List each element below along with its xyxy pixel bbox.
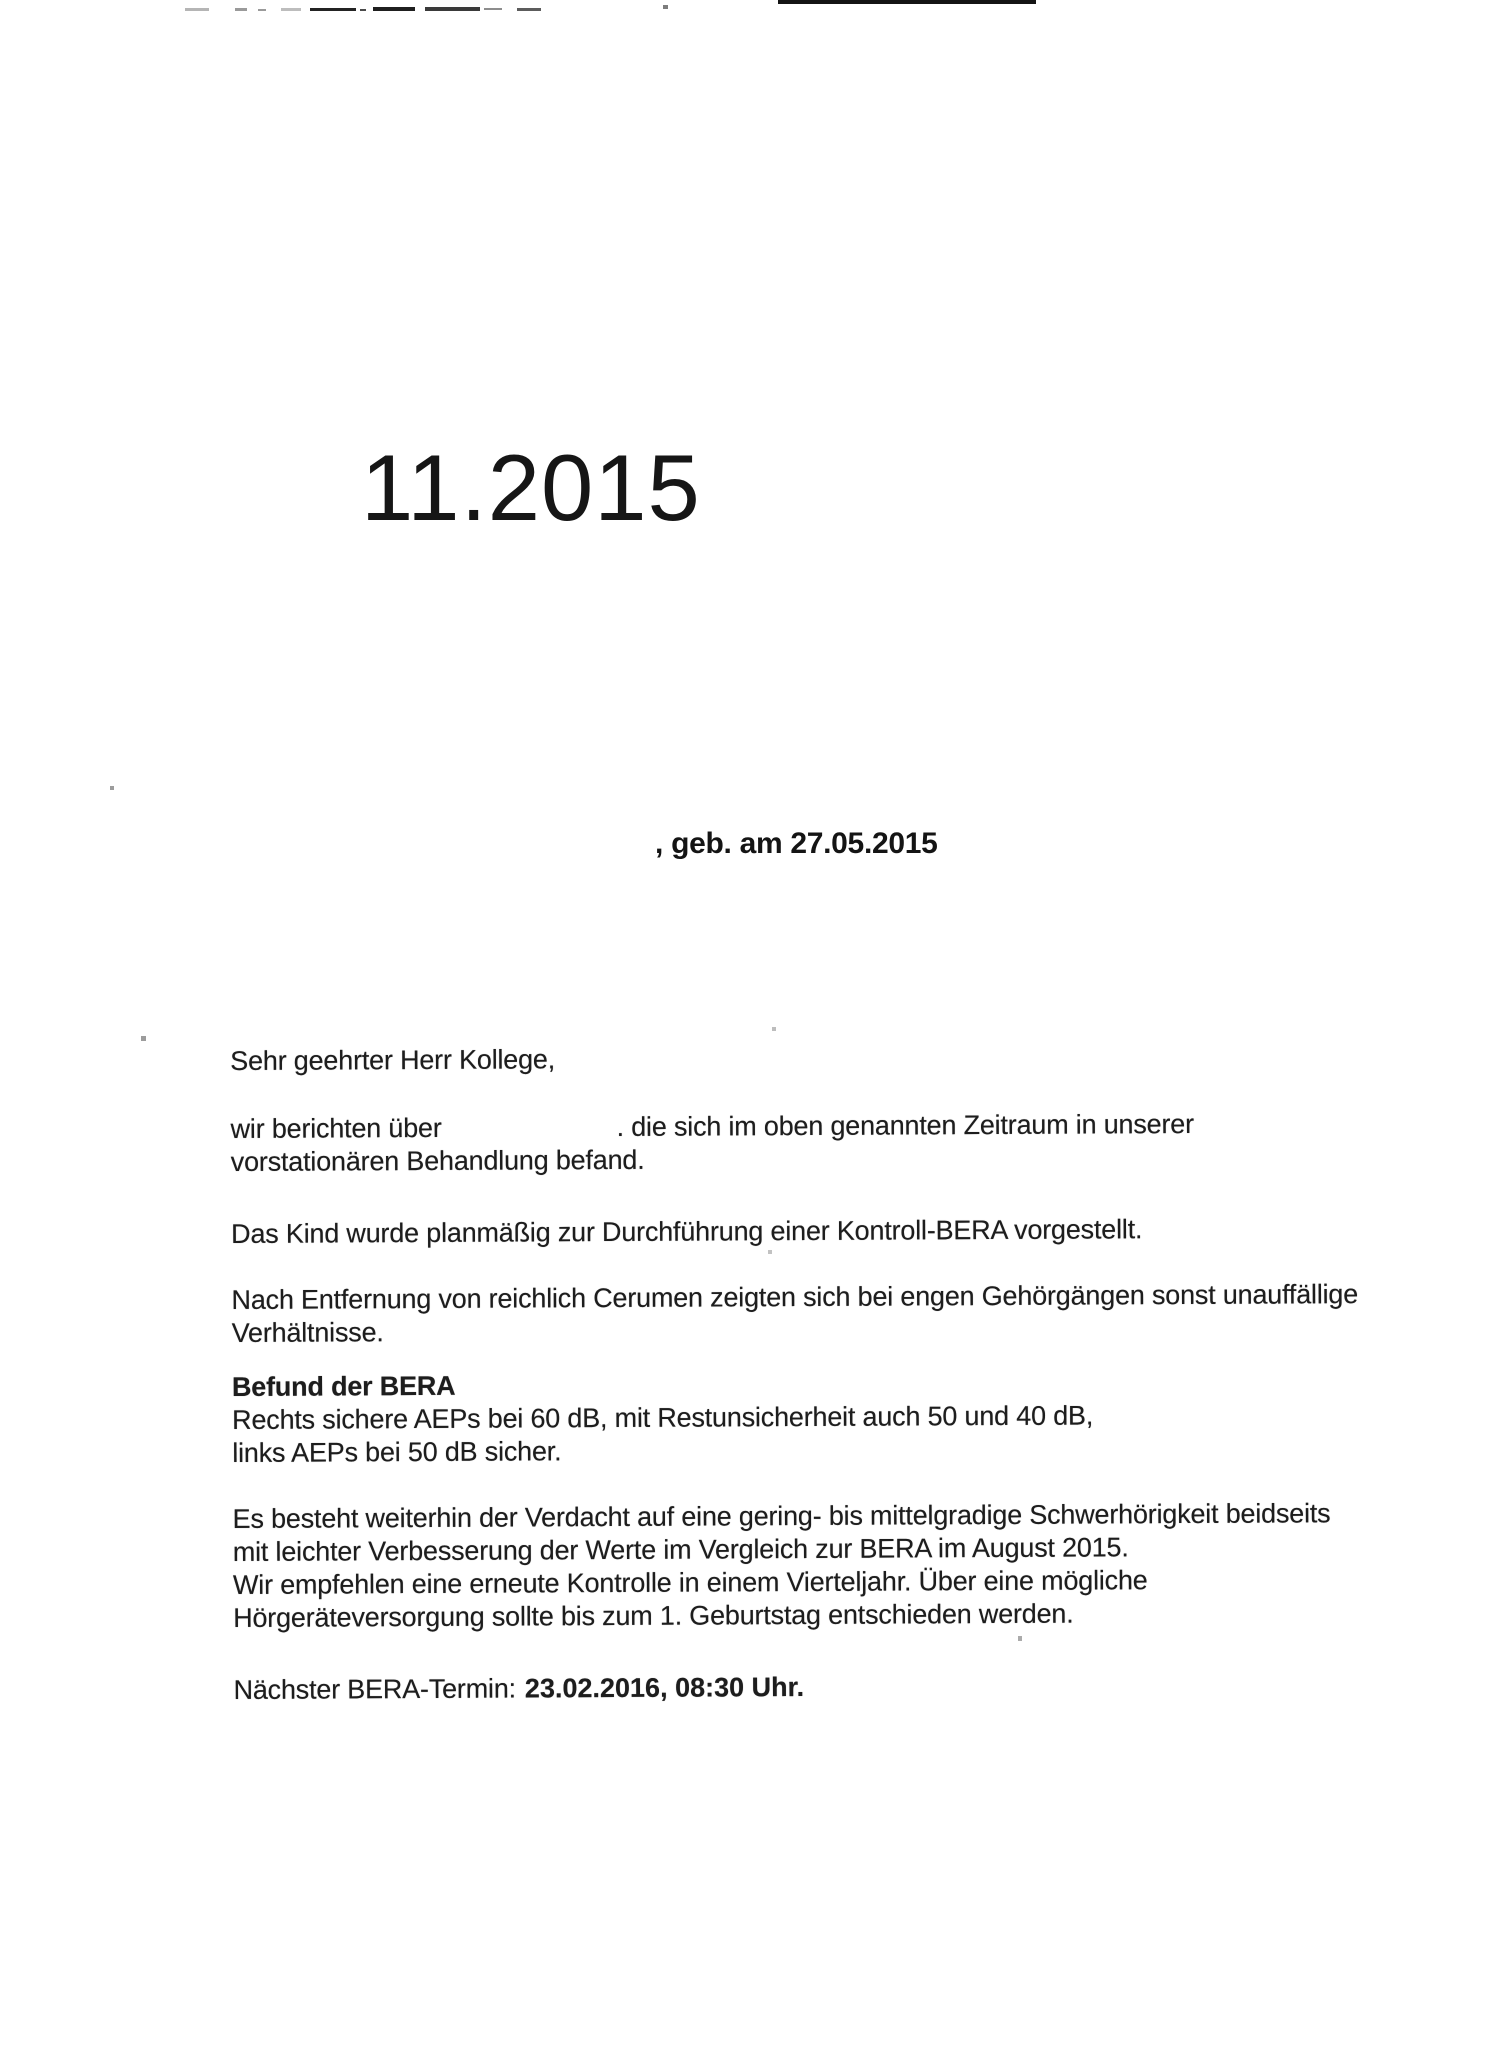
assessment-line-4: Hörgeräteversorgung sollte bis zum 1. Geburtstag entschieden werden. bbox=[233, 1598, 1074, 1633]
bera-findings-line-1: Rechts sichere AEPs bei 60 dB, mit Restunsicherheit auch 50 und 40 dB, bbox=[232, 1400, 1094, 1435]
appointment-line bbox=[233, 1671, 804, 1706]
examination-line-1: Nach Entfernung von reichlich Cerumen zeigten sich bei engen Gehörgängen sonst unauffällige bbox=[231, 1279, 1359, 1316]
salutation: Sehr geehrter Herr Kollege, bbox=[230, 1044, 556, 1077]
intro-line-1 bbox=[230, 1108, 1193, 1145]
bera-findings-line-2: links AEPs bei 50 dB sicher. bbox=[232, 1436, 562, 1468]
examination-line-2: Verhältnisse. bbox=[231, 1317, 384, 1349]
appointment-datetime: 23.02.2016, 08:30 Uhr. bbox=[524, 1672, 805, 1704]
period-heading: 11.2015 bbox=[361, 435, 701, 540]
birth-date-line: , geb. am 27.05.2015 bbox=[655, 827, 938, 860]
intro-text-after-gap: . die sich im oben genannten Zeitraum in unserer bbox=[616, 1108, 1194, 1142]
assessment-line-3: Wir empfehlen eine erneute Kontrolle in einem Vierteljahr. Über eine mögliche bbox=[232, 1565, 1148, 1600]
appointment-label: Nächster BERA-Termin: bbox=[233, 1673, 516, 1705]
assessment-line-2: mit leichter Verbesserung der Werte im Vergleich zur BERA im August 2015. bbox=[232, 1532, 1129, 1567]
redacted-name-gap bbox=[442, 1135, 617, 1137]
intro-line-2: vorstationären Behandlung befand. bbox=[230, 1144, 645, 1178]
presentation-line: Das Kind wurde planmäßig zur Durchführung einer Kontroll-BERA vorgestellt. bbox=[231, 1214, 1143, 1250]
intro-text-before-gap: wir berichten über bbox=[230, 1112, 442, 1145]
assessment-line-1: Es besteht weiterhin der Verdacht auf eine gering- bis mittelgradige Schwerhörigkeit beidseits bbox=[232, 1498, 1331, 1534]
bera-findings-heading: Befund der BERA bbox=[231, 1370, 456, 1402]
